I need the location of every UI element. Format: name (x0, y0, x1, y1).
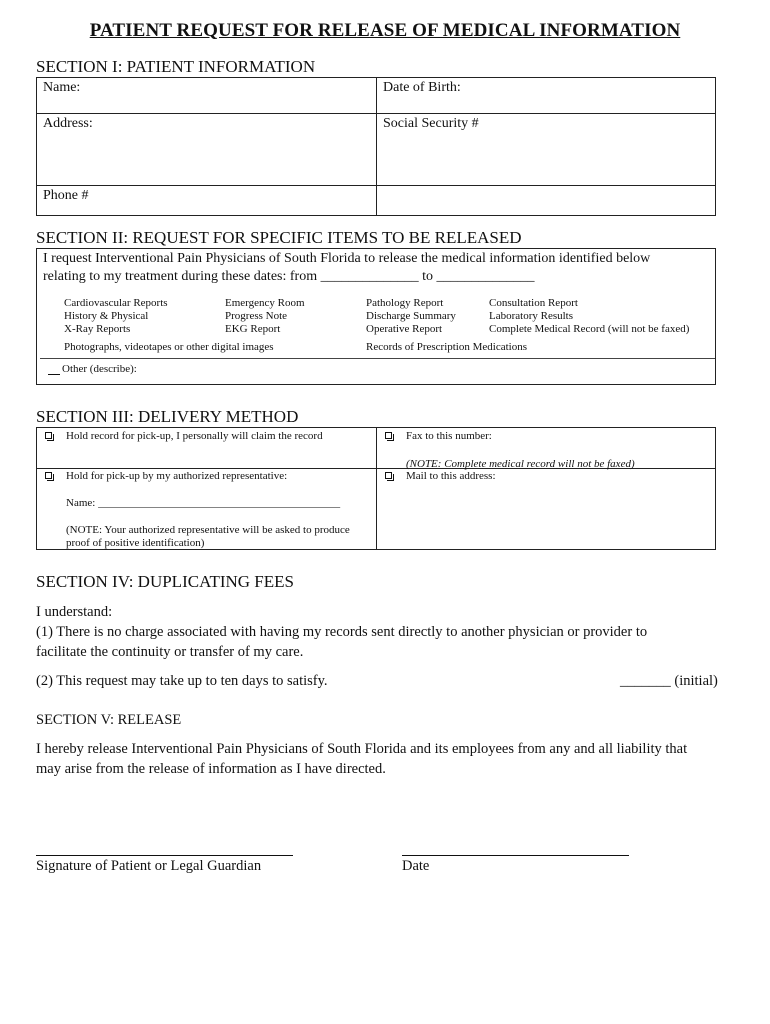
fax-checkbox[interactable] (385, 432, 392, 439)
request-dates-line[interactable]: relating to my treatment during these dates: from ______________ to ______________ (43, 269, 535, 284)
initial-field[interactable]: _______ (initial) (620, 673, 718, 689)
item-consultation-report[interactable]: Consultation Report (489, 297, 578, 309)
item-xray-reports[interactable]: X-Ray Reports (64, 323, 131, 335)
mail-checkbox[interactable] (385, 472, 392, 479)
item-emergency-room[interactable]: Emergency Room (225, 297, 305, 309)
mail-label: Mail to this address: (406, 470, 496, 482)
item-discharge-summary[interactable]: Discharge Summary (366, 310, 456, 322)
fees-item-2: (2) This request may take up to ten days to satisfy. (36, 673, 328, 689)
section-1-heading: SECTION I: PATIENT INFORMATION (36, 57, 316, 76)
fax-note: (NOTE: Complete medical record will not be faxed) (406, 458, 635, 470)
delivery-divider (376, 427, 377, 550)
item-laboratory-results[interactable]: Laboratory Results (489, 310, 574, 322)
item-history-physical[interactable]: History & Physical (64, 310, 149, 322)
other-blank[interactable] (48, 374, 60, 375)
hold-self-label: Hold record for pick-up, I personally will claim the record (66, 430, 323, 442)
date-signature-label: Date (402, 858, 430, 874)
form-title: PATIENT REQUEST FOR RELEASE OF MEDICAL INFORMATION (89, 20, 681, 41)
rep-name-field[interactable]: Name: ____________________________________________ (66, 497, 341, 509)
patient-info-row-line-2 (36, 185, 716, 186)
date-signature-line[interactable] (402, 855, 629, 856)
item-photographs[interactable]: Photographs, videotapes or other digital images (64, 341, 274, 353)
release-text-line-1: I hereby release Interventional Pain Physicians of South Florida and its employees from any and all liability that (36, 741, 688, 757)
fees-item-1-line-2: facilitate the continuity or transfer of my care. (36, 644, 304, 660)
patient-info-divider (376, 77, 377, 216)
rep-note-line-2: proof of positive identification) (66, 537, 205, 549)
hold-rep-checkbox[interactable] (45, 472, 52, 479)
item-progress-note[interactable]: Progress Note (225, 310, 288, 322)
hold-self-checkbox[interactable] (45, 432, 52, 439)
request-intro-line-1: I request Interventional Pain Physicians of South Florida to release the medical information identified below (43, 251, 651, 266)
phone-field[interactable]: Phone # (43, 188, 89, 203)
item-other-describe[interactable]: Other (describe): (62, 363, 137, 375)
section-4-heading: SECTION IV: DUPLICATING FEES (36, 572, 294, 591)
patient-info-row-line-1 (36, 113, 716, 114)
release-text-line-2: may arise from the release of information as I have directed. (36, 761, 386, 777)
item-complete-medical-record[interactable]: Complete Medical Record (will not be faxed) (489, 323, 690, 335)
fees-understand: I understand: (36, 604, 113, 620)
dob-field[interactable]: Date of Birth: (383, 80, 461, 95)
item-pathology-report[interactable]: Pathology Report (366, 297, 444, 309)
fees-item-1-line-1: (1) There is no charge associated with having my records sent directly to another physician or provider to (36, 624, 648, 640)
item-prescription-records[interactable]: Records of Prescription Medications (366, 341, 527, 353)
item-ekg-report[interactable]: EKG Report (225, 323, 281, 335)
section-3-heading: SECTION III: DELIVERY METHOD (36, 407, 299, 426)
rep-note-line-1: (NOTE: Your authorized representative will be asked to produce (66, 524, 350, 536)
section-5-heading: SECTION V: RELEASE (36, 712, 182, 728)
patient-signature-line[interactable] (36, 855, 293, 856)
item-cardiovascular-reports[interactable]: Cardiovascular Reports (64, 297, 168, 309)
address-field[interactable]: Address: (43, 116, 93, 131)
other-separator (40, 358, 715, 359)
item-operative-report[interactable]: Operative Report (366, 323, 443, 335)
patient-signature-label: Signature of Patient or Legal Guardian (36, 858, 262, 874)
name-field[interactable]: Name: (43, 80, 81, 95)
section-2-heading: SECTION II: REQUEST FOR SPECIFIC ITEMS TO BE RELEASED (36, 228, 522, 247)
hold-rep-label: Hold for pick-up by my authorized representative: (66, 470, 288, 482)
ssn-field[interactable]: Social Security # (383, 116, 479, 131)
fax-label: Fax to this number: (406, 430, 492, 442)
